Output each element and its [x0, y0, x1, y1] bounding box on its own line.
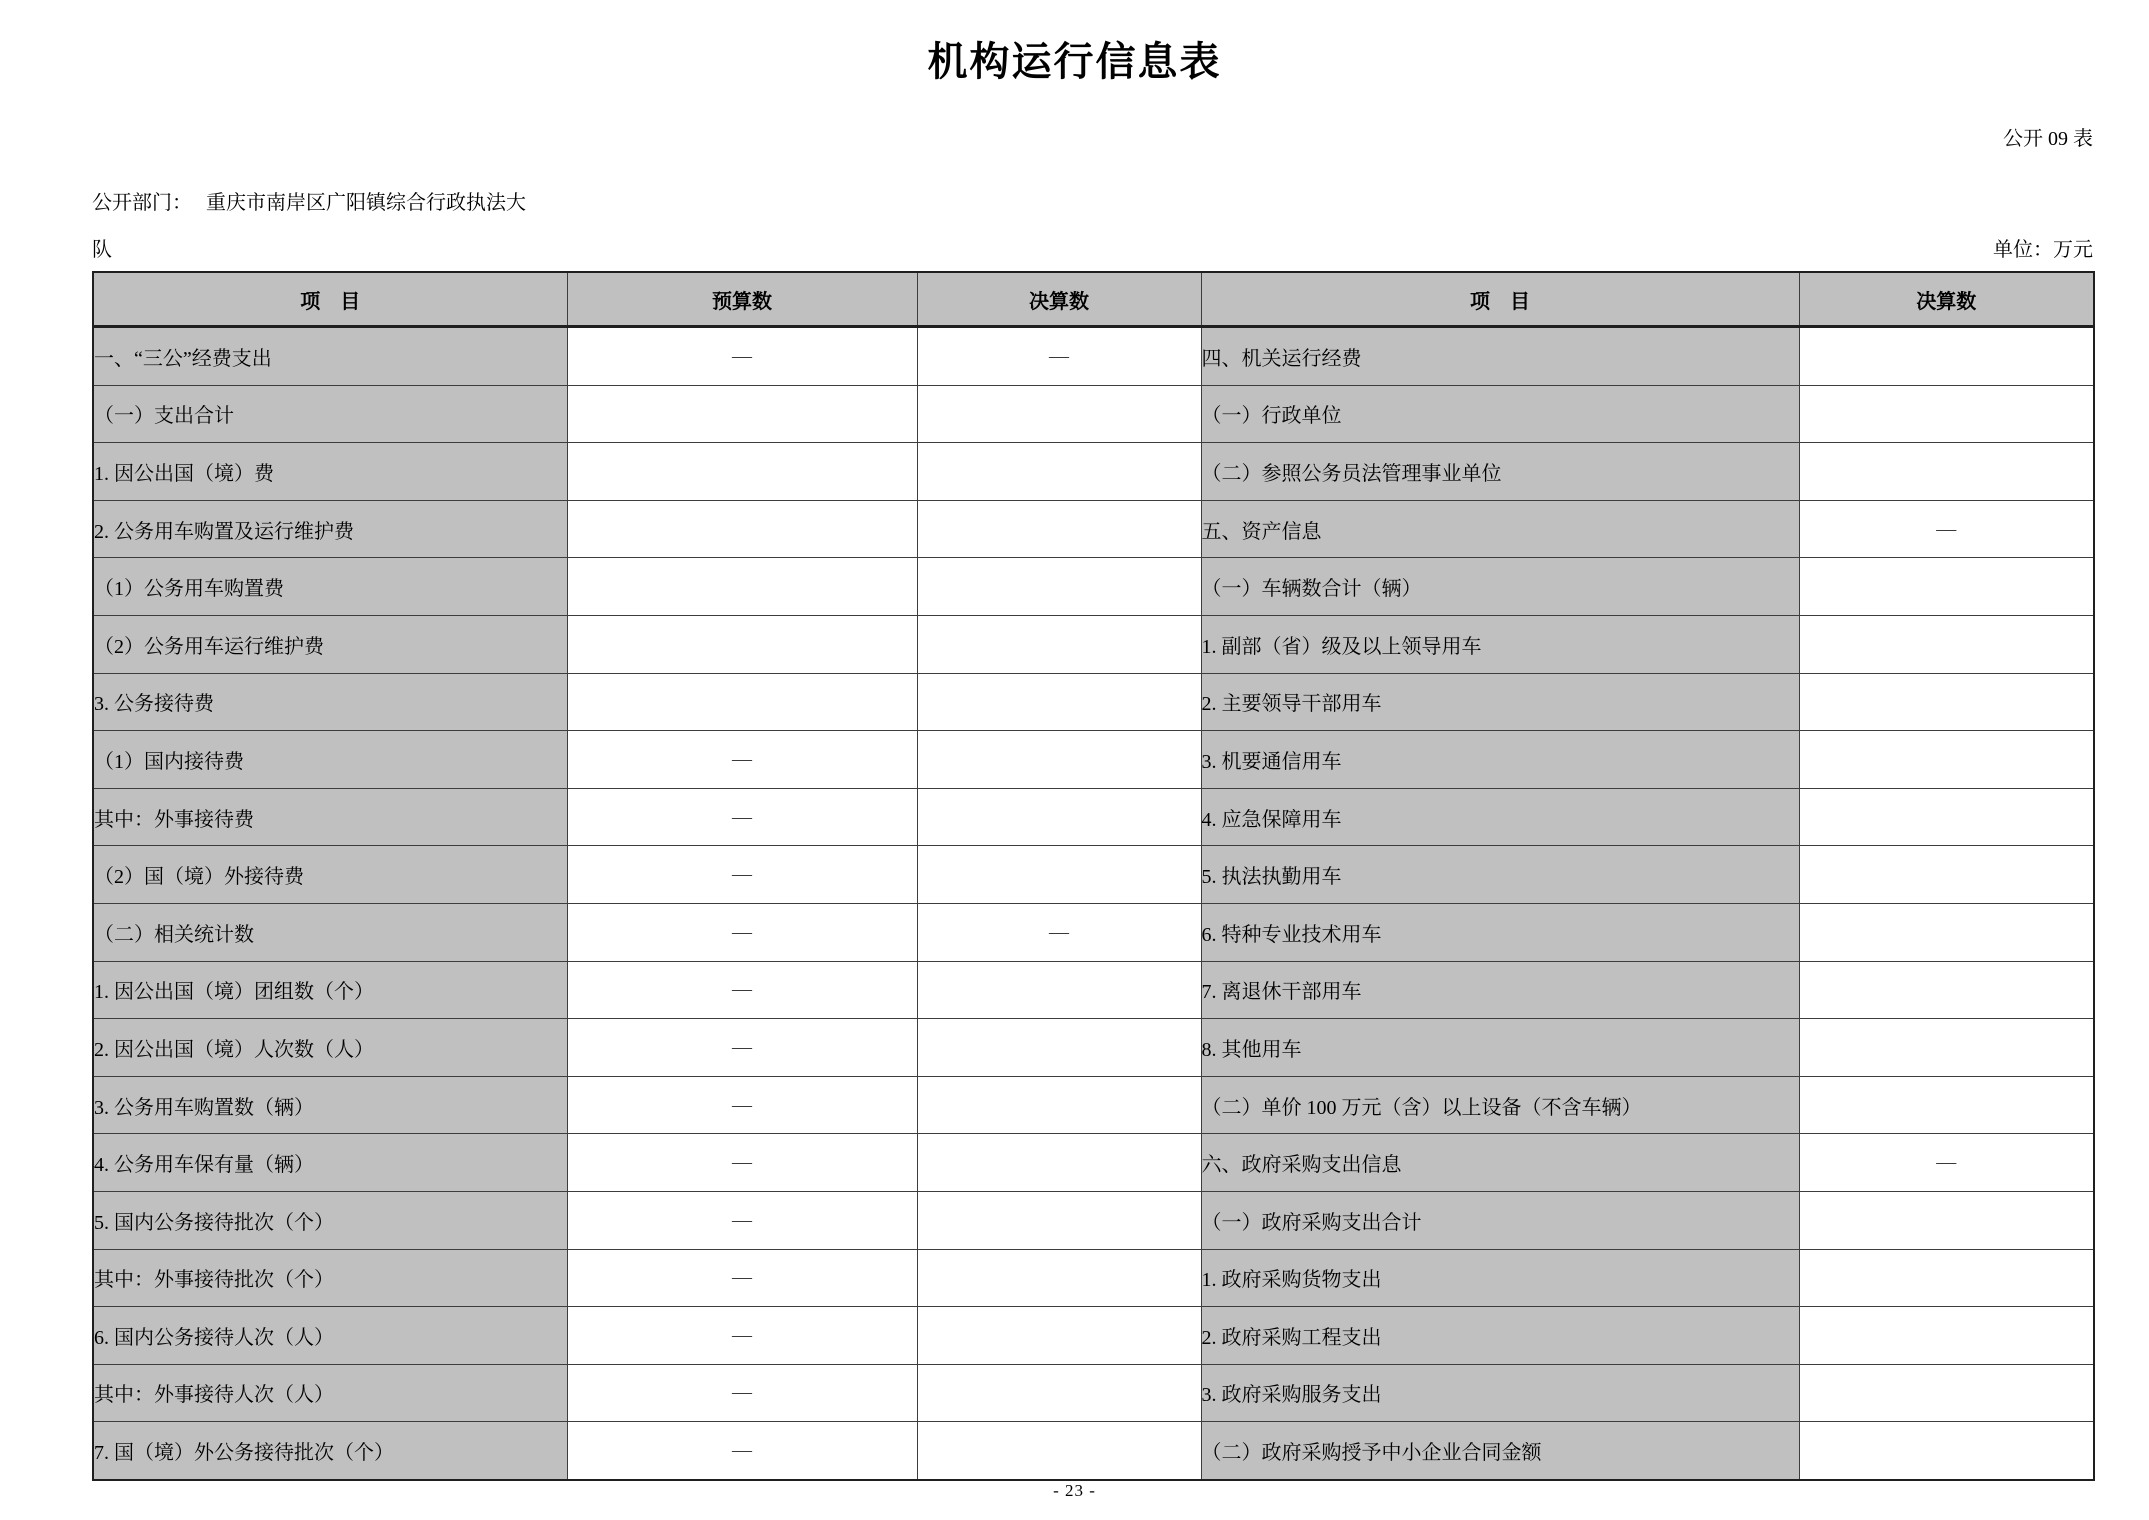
- right-final-cell: [1799, 1191, 2094, 1249]
- department-value: 重庆市南岸区广阳镇综合行政执法大: [206, 192, 526, 214]
- right-item-cell: 5. 执法执勤用车: [1201, 846, 1799, 904]
- left-final-cell: [917, 846, 1201, 904]
- right-item-cell: （二）参照公务员法管理事业单位: [1201, 443, 1799, 501]
- table-row: [93, 1019, 2094, 1077]
- left-budget-cell: —: [567, 788, 917, 846]
- right-item-cell: 四、机关运行经费: [1201, 327, 1799, 386]
- left-item-cell: 2. 因公出国（境）人次数（人）: [93, 1019, 567, 1077]
- table-row: [93, 500, 2094, 558]
- right-final-cell: [1799, 1076, 2094, 1134]
- left-budget-cell: [567, 615, 917, 673]
- left-final-cell: [917, 788, 1201, 846]
- department-value-wrap: 队: [92, 239, 112, 261]
- left-budget-cell: —: [567, 1019, 917, 1077]
- left-budget-cell: —: [567, 1422, 917, 1480]
- left-item-cell: 2. 公务用车购置及运行维护费: [93, 500, 567, 558]
- right-item-cell: 1. 政府采购货物支出: [1201, 1249, 1799, 1307]
- right-final-cell: [1799, 443, 2094, 501]
- right-item-cell: （一）行政单位: [1201, 385, 1799, 443]
- left-budget-cell: —: [567, 846, 917, 904]
- unit-note: 单位：万元: [1993, 239, 2093, 261]
- table-body: [93, 327, 2094, 1480]
- right-final-cell: [1799, 673, 2094, 731]
- left-budget-cell: —: [567, 903, 917, 961]
- left-final-cell: [917, 500, 1201, 558]
- left-item-cell: （一）支出合计: [93, 385, 567, 443]
- right-final-cell: [1799, 903, 2094, 961]
- left-item-cell: 其中：外事接待费: [93, 788, 567, 846]
- left-item-cell: 其中：外事接待人次（人）: [93, 1364, 567, 1422]
- right-item-cell: 6. 特种专业技术用车: [1201, 903, 1799, 961]
- form-code-label: 公开 09 表: [2003, 128, 2093, 150]
- left-budget-cell: —: [567, 1364, 917, 1422]
- left-item-cell: 3. 公务用车购置数（辆）: [93, 1076, 567, 1134]
- right-final-cell: [1799, 1422, 2094, 1480]
- table-row: [93, 903, 2094, 961]
- table-row: [93, 1364, 2094, 1422]
- right-final-cell: [1799, 327, 2094, 386]
- right-item-cell: 六、政府采购支出信息: [1201, 1134, 1799, 1192]
- left-budget-cell: —: [567, 1134, 917, 1192]
- table-row: [93, 1307, 2094, 1365]
- left-final-cell: [917, 558, 1201, 616]
- left-final-cell: [917, 1307, 1201, 1365]
- left-item-cell: 其中：外事接待批次（个）: [93, 1249, 567, 1307]
- right-item-cell: 3. 政府采购服务支出: [1201, 1364, 1799, 1422]
- right-item-cell: 五、资产信息: [1201, 500, 1799, 558]
- left-item-cell: 4. 公务用车保有量（辆）: [93, 1134, 567, 1192]
- table-row: [93, 615, 2094, 673]
- left-budget-cell: [567, 385, 917, 443]
- left-final-cell: [917, 1249, 1201, 1307]
- left-final-cell: —: [917, 327, 1201, 386]
- table-header-row: [93, 272, 2094, 327]
- table-row: [93, 1134, 2094, 1192]
- table-row: [93, 788, 2094, 846]
- table-row: [93, 731, 2094, 789]
- left-item-cell: （2）公务用车运行维护费: [93, 615, 567, 673]
- col-header-budget: 预算数: [567, 272, 917, 327]
- right-item-cell: （一）政府采购支出合计: [1201, 1191, 1799, 1249]
- table-row: [93, 673, 2094, 731]
- col-header-final-right: 决算数: [1799, 272, 2094, 327]
- table-row: [93, 1076, 2094, 1134]
- page-number: - 23 -: [1053, 1481, 1096, 1500]
- left-final-cell: [917, 615, 1201, 673]
- col-header-item-left: 项 目: [93, 272, 567, 327]
- right-final-cell: [1799, 558, 2094, 616]
- left-final-cell: [917, 1364, 1201, 1422]
- department-label: 公开部门：: [92, 192, 192, 214]
- right-item-cell: （二）单价 100 万元（含）以上设备（不含车辆）: [1201, 1076, 1799, 1134]
- right-final-cell: [1799, 1307, 2094, 1365]
- left-item-cell: 1. 因公出国（境）费: [93, 443, 567, 501]
- left-item-cell: （2）国（境）外接待费: [93, 846, 567, 904]
- institution-operation-table: [92, 271, 2095, 1481]
- table-row: [93, 1422, 2094, 1480]
- table-row: [93, 1191, 2094, 1249]
- right-item-cell: 2. 主要领导干部用车: [1201, 673, 1799, 731]
- left-final-cell: [917, 1076, 1201, 1134]
- right-item-cell: 4. 应急保障用车: [1201, 788, 1799, 846]
- left-budget-cell: —: [567, 1191, 917, 1249]
- right-item-cell: 2. 政府采购工程支出: [1201, 1307, 1799, 1365]
- table-row: [93, 385, 2094, 443]
- right-final-cell: [1799, 615, 2094, 673]
- right-item-cell: （二）政府采购授予中小企业合同金额: [1201, 1422, 1799, 1480]
- right-final-cell: —: [1799, 1134, 2094, 1192]
- left-item-cell: 3. 公务接待费: [93, 673, 567, 731]
- left-item-cell: 6. 国内公务接待人次（人）: [93, 1307, 567, 1365]
- left-item-cell: 一、“三公”经费支出: [93, 327, 567, 386]
- left-budget-cell: —: [567, 961, 917, 1019]
- left-final-cell: [917, 1134, 1201, 1192]
- left-budget-cell: [567, 673, 917, 731]
- table-row: [93, 846, 2094, 904]
- right-item-cell: （一）车辆数合计（辆）: [1201, 558, 1799, 616]
- left-final-cell: —: [917, 903, 1201, 961]
- left-item-cell: （1）公务用车购置费: [93, 558, 567, 616]
- left-budget-cell: —: [567, 1307, 917, 1365]
- right-item-cell: 3. 机要通信用车: [1201, 731, 1799, 789]
- page-title: 机构运行信息表: [927, 39, 1222, 84]
- table-row: [93, 327, 2094, 386]
- left-item-cell: 5. 国内公务接待批次（个）: [93, 1191, 567, 1249]
- right-final-cell: [1799, 788, 2094, 846]
- left-budget-cell: —: [567, 1249, 917, 1307]
- right-final-cell: [1799, 731, 2094, 789]
- right-final-cell: [1799, 1249, 2094, 1307]
- left-item-cell: （1）国内接待费: [93, 731, 567, 789]
- right-final-cell: [1799, 846, 2094, 904]
- left-budget-cell: —: [567, 327, 917, 386]
- left-final-cell: [917, 1422, 1201, 1480]
- right-item-cell: 7. 离退休干部用车: [1201, 961, 1799, 1019]
- left-item-cell: 1. 因公出国（境）团组数（个）: [93, 961, 567, 1019]
- left-final-cell: [917, 443, 1201, 501]
- table-row: [93, 1249, 2094, 1307]
- right-final-cell: [1799, 1364, 2094, 1422]
- left-budget-cell: —: [567, 731, 917, 789]
- left-item-cell: 7. 国（境）外公务接待批次（个）: [93, 1422, 567, 1480]
- left-final-cell: [917, 673, 1201, 731]
- left-final-cell: [917, 1019, 1201, 1077]
- left-final-cell: [917, 731, 1201, 789]
- left-final-cell: [917, 1191, 1201, 1249]
- left-final-cell: [917, 385, 1201, 443]
- left-budget-cell: [567, 443, 917, 501]
- right-final-cell: [1799, 1019, 2094, 1077]
- meta-row: [92, 233, 2093, 262]
- left-budget-cell: [567, 558, 917, 616]
- right-item-cell: 1. 副部（省）级及以上领导用车: [1201, 615, 1799, 673]
- left-budget-cell: [567, 500, 917, 558]
- right-item-cell: 8. 其他用车: [1201, 1019, 1799, 1077]
- right-final-cell: —: [1799, 500, 2094, 558]
- col-header-item-right: 项 目: [1201, 272, 1799, 327]
- left-item-cell: （二）相关统计数: [93, 903, 567, 961]
- col-header-final-left: 决算数: [917, 272, 1201, 327]
- left-budget-cell: —: [567, 1076, 917, 1134]
- left-final-cell: [917, 961, 1201, 1019]
- table-row: [93, 961, 2094, 1019]
- table-row: [93, 443, 2094, 501]
- table-row: [93, 558, 2094, 616]
- right-final-cell: [1799, 961, 2094, 1019]
- department-line: [92, 186, 526, 215]
- right-final-cell: [1799, 385, 2094, 443]
